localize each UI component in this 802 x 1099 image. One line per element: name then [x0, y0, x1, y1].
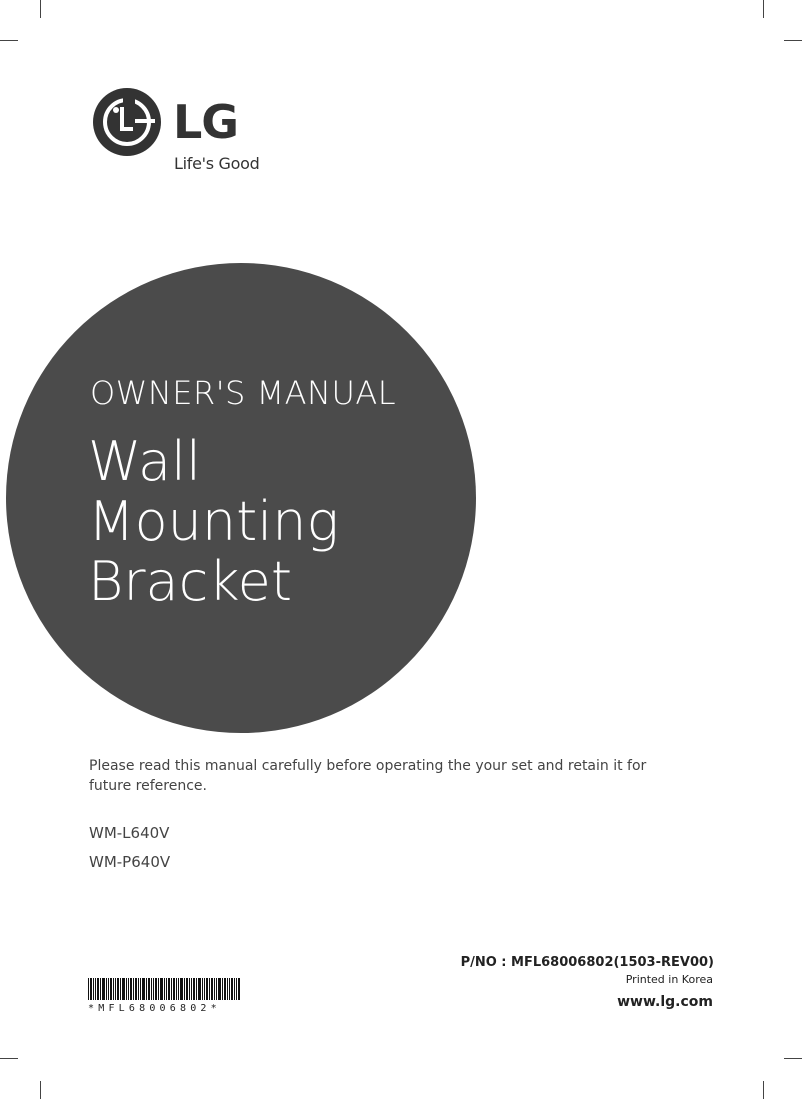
lg-logo [93, 88, 273, 178]
title-line-2: Mounting [88, 490, 339, 553]
document-title [88, 432, 339, 612]
crop-mark-top-left [40, 0, 41, 18]
crop-mark-right-bottom [784, 1058, 802, 1059]
crop-mark-top-right [763, 0, 764, 18]
printed-in: Printed in Korea [625, 973, 713, 986]
crop-mark-left-top [0, 40, 18, 41]
lg-logo-icon [93, 88, 161, 156]
brand-slogan: Life's Good [174, 154, 260, 173]
crop-mark-right-top [784, 40, 802, 41]
part-number: P/NO : MFL68006802(1503-REV00) [460, 955, 714, 970]
title-line-1: Wall [88, 430, 202, 493]
barcode-text: *MFL68006802* [88, 1003, 221, 1014]
document-type: OWNER'S MANUAL [90, 374, 397, 412]
model-number-1: WM-L640V [89, 824, 170, 842]
crop-mark-bottom-left [40, 1081, 41, 1099]
crop-mark-left-bottom [0, 1058, 18, 1059]
website: www.lg.com [617, 994, 713, 1010]
model-number-2: WM-P640V [89, 853, 171, 871]
lg-wordmark: LG [173, 95, 239, 149]
crop-mark-bottom-right [763, 1081, 764, 1099]
title-line-3: Bracket [88, 550, 293, 613]
intro-text: Please read this manual carefully before operating the your set and retain it for future reference. [89, 758, 647, 794]
barcode-icon [88, 978, 240, 1000]
